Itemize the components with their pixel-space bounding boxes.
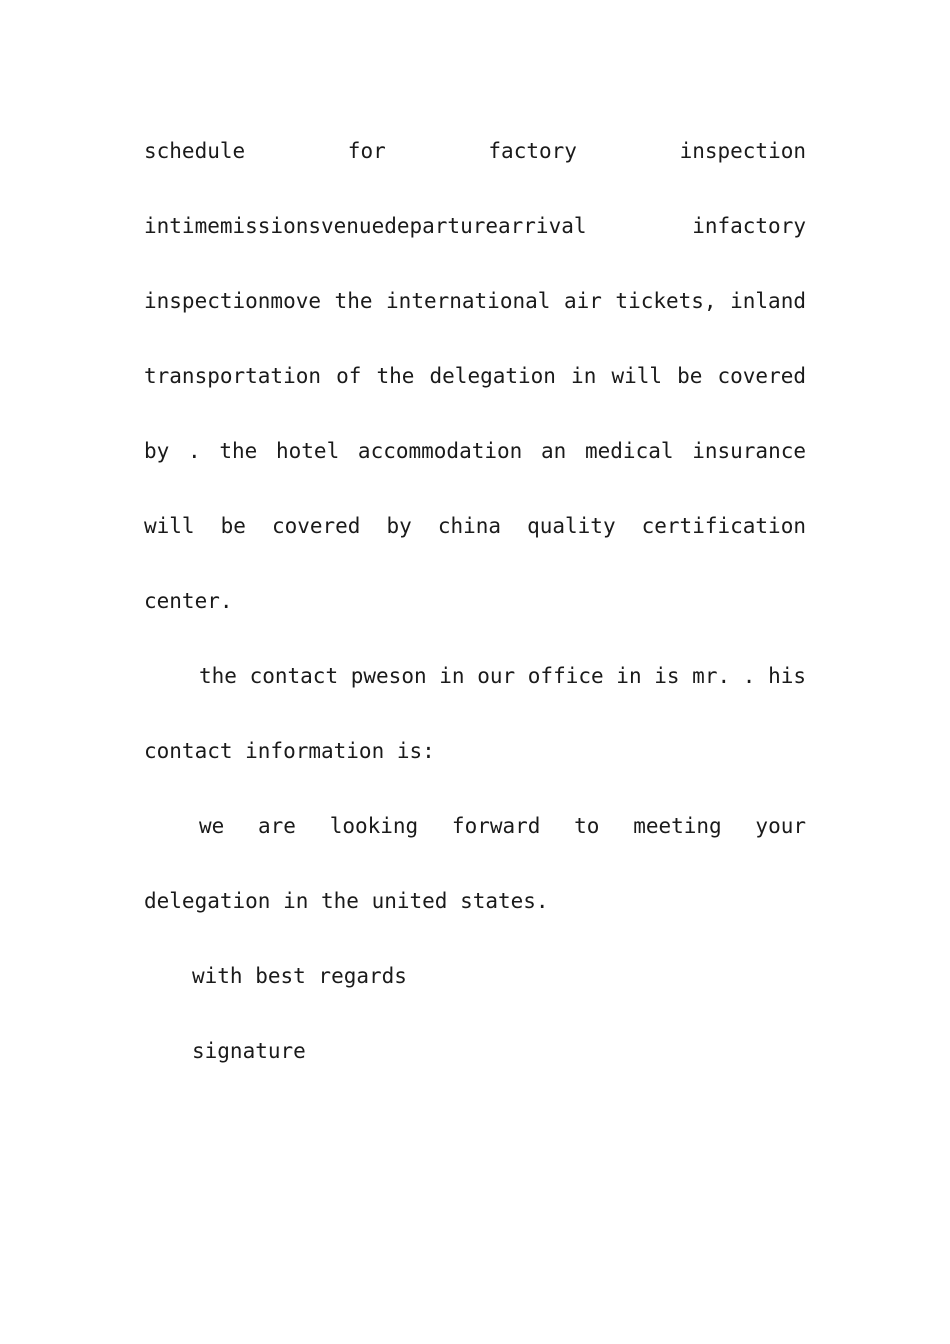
contact-paragraph: the contact pweson in our office in is mr. . his contact information is:	[144, 664, 806, 763]
signature-line: signature	[192, 1039, 306, 1063]
regards-line: with best regards	[192, 964, 407, 988]
schedule-table-header: intimemissionsvenuedeparturearrival infactory	[144, 214, 806, 238]
schedule-heading: schedule for factory inspection	[144, 139, 806, 163]
closing-paragraph: we are looking forward to meeting your delegation in the united states.	[144, 814, 806, 913]
document-body	[144, 114, 806, 1089]
coverage-paragraph: inspectionmove the international air tickets, inland transportation of the delegation in will be covered by . the hotel accommodation an medical insurance will be covered by china quality certification center.	[144, 289, 806, 613]
